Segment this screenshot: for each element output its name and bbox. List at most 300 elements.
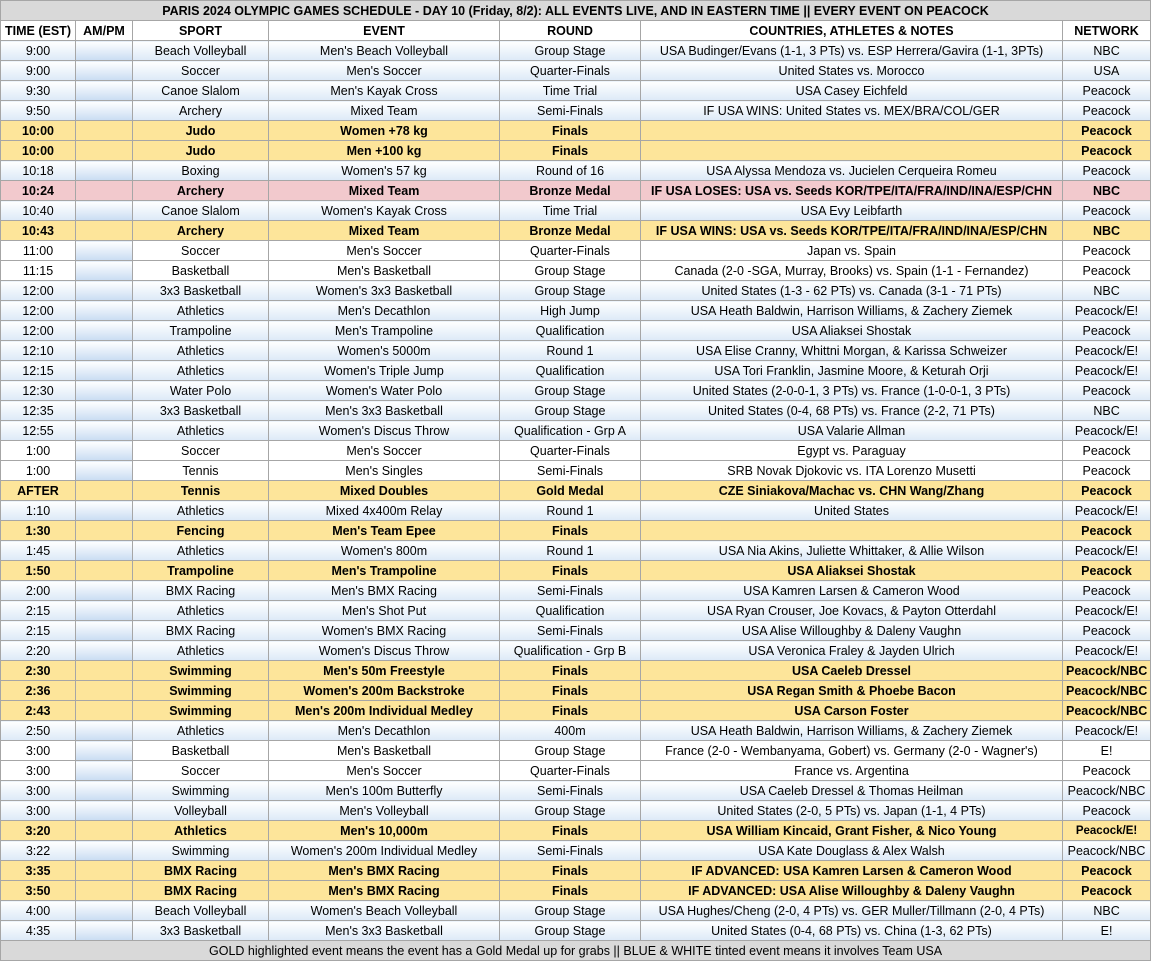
cell-event[interactable]: Men's Soccer [269, 441, 500, 461]
cell-time[interactable]: 10:40 [1, 201, 76, 221]
cell-event[interactable]: Women's 57 kg [269, 161, 500, 181]
cell-round[interactable]: Time Trial [500, 201, 641, 221]
cell-ampm[interactable] [76, 761, 133, 781]
cell-network[interactable]: USA [1063, 61, 1151, 81]
cell-round[interactable]: Semi-Finals [500, 841, 641, 861]
cell-notes[interactable]: IF USA WINS: USA vs. Seeds KOR/TPE/ITA/FRA/IND/INA/ESP/CHN [641, 221, 1063, 241]
cell-notes[interactable]: United States [641, 501, 1063, 521]
cell-event[interactable]: Men's Kayak Cross [269, 81, 500, 101]
cell-notes[interactable]: USA Nia Akins, Juliette Whittaker, & Allie Wilson [641, 541, 1063, 561]
cell-sport[interactable]: Archery [133, 101, 269, 121]
cell-round[interactable]: Qualification - Grp B [500, 641, 641, 661]
cell-network[interactable]: Peacock/E! [1063, 821, 1151, 841]
cell-sport[interactable]: Athletics [133, 421, 269, 441]
cell-ampm[interactable] [76, 141, 133, 161]
cell-notes[interactable]: France vs. Argentina [641, 761, 1063, 781]
cell-sport[interactable]: Swimming [133, 781, 269, 801]
cell-round[interactable]: Group Stage [500, 901, 641, 921]
cell-time[interactable]: 1:00 [1, 441, 76, 461]
cell-notes[interactable]: United States (0-4, 68 PTs) vs. France (2-2, 71 PTs) [641, 401, 1063, 421]
cell-sport[interactable]: Volleyball [133, 801, 269, 821]
cell-round[interactable]: Group Stage [500, 381, 641, 401]
cell-time[interactable]: 12:30 [1, 381, 76, 401]
cell-sport[interactable]: Athletics [133, 721, 269, 741]
cell-event[interactable]: Men's BMX Racing [269, 881, 500, 901]
cell-event[interactable]: Men +100 kg [269, 141, 500, 161]
cell-round[interactable]: Group Stage [500, 801, 641, 821]
cell-time[interactable]: 1:50 [1, 561, 76, 581]
cell-sport[interactable]: Judo [133, 141, 269, 161]
cell-sport[interactable]: Canoe Slalom [133, 201, 269, 221]
cell-round[interactable]: Qualification [500, 601, 641, 621]
cell-network[interactable]: Peacock [1063, 581, 1151, 601]
cell-round[interactable]: Gold Medal [500, 481, 641, 501]
cell-time[interactable]: 3:20 [1, 821, 76, 841]
cell-round[interactable]: Bronze Medal [500, 221, 641, 241]
cell-ampm[interactable] [76, 541, 133, 561]
cell-ampm[interactable] [76, 241, 133, 261]
cell-ampm[interactable] [76, 861, 133, 881]
cell-time[interactable]: 9:50 [1, 101, 76, 121]
cell-round[interactable]: Finals [500, 821, 641, 841]
cell-event[interactable]: Men's Beach Volleyball [269, 41, 500, 61]
cell-network[interactable]: Peacock/NBC [1063, 701, 1151, 721]
cell-event[interactable]: Women's 5000m [269, 341, 500, 361]
cell-round[interactable]: Quarter-Finals [500, 61, 641, 81]
cell-round[interactable]: Finals [500, 881, 641, 901]
cell-round[interactable]: Group Stage [500, 401, 641, 421]
cell-sport[interactable]: Athletics [133, 301, 269, 321]
cell-time[interactable]: 4:35 [1, 921, 76, 941]
cell-network[interactable]: Peacock/NBC [1063, 681, 1151, 701]
cell-time[interactable]: 9:00 [1, 61, 76, 81]
cell-time[interactable]: 2:20 [1, 641, 76, 661]
cell-event[interactable]: Men's 3x3 Basketball [269, 401, 500, 421]
cell-notes[interactable]: USA Caeleb Dressel & Thomas Heilman [641, 781, 1063, 801]
cell-round[interactable]: 400m [500, 721, 641, 741]
cell-ampm[interactable] [76, 561, 133, 581]
cell-round[interactable]: Qualification [500, 361, 641, 381]
cell-time[interactable]: 4:00 [1, 901, 76, 921]
cell-notes[interactable]: USA Casey Eichfeld [641, 81, 1063, 101]
cell-time[interactable]: 2:50 [1, 721, 76, 741]
cell-ampm[interactable] [76, 461, 133, 481]
cell-round[interactable]: Finals [500, 521, 641, 541]
cell-network[interactable]: Peacock [1063, 761, 1151, 781]
cell-notes[interactable]: USA Alise Willoughby & Daleny Vaughn [641, 621, 1063, 641]
cell-ampm[interactable] [76, 321, 133, 341]
cell-event[interactable]: Mixed Team [269, 101, 500, 121]
cell-time[interactable]: 10:24 [1, 181, 76, 201]
cell-ampm[interactable] [76, 881, 133, 901]
cell-ampm[interactable] [76, 481, 133, 501]
cell-notes[interactable]: USA Valarie Allman [641, 421, 1063, 441]
cell-sport[interactable]: Archery [133, 221, 269, 241]
cell-network[interactable]: Peacock/E! [1063, 301, 1151, 321]
cell-event[interactable]: Women's 3x3 Basketball [269, 281, 500, 301]
cell-network[interactable]: Peacock [1063, 141, 1151, 161]
cell-round[interactable]: Semi-Finals [500, 101, 641, 121]
cell-sport[interactable]: Judo [133, 121, 269, 141]
cell-notes[interactable]: USA Heath Baldwin, Harrison Williams, & Zachery Ziemek [641, 301, 1063, 321]
cell-sport[interactable]: Basketball [133, 741, 269, 761]
cell-notes[interactable]: USA Kate Douglass & Alex Walsh [641, 841, 1063, 861]
cell-event[interactable]: Women's BMX Racing [269, 621, 500, 641]
cell-network[interactable]: Peacock/E! [1063, 501, 1151, 521]
cell-network[interactable]: Peacock [1063, 621, 1151, 641]
cell-time[interactable]: 2:43 [1, 701, 76, 721]
cell-network[interactable]: Peacock/NBC [1063, 841, 1151, 861]
cell-event[interactable]: Women's Triple Jump [269, 361, 500, 381]
cell-time[interactable]: 3:35 [1, 861, 76, 881]
cell-round[interactable]: Group Stage [500, 281, 641, 301]
cell-event[interactable]: Women's 200m Backstroke [269, 681, 500, 701]
cell-sport[interactable]: Swimming [133, 701, 269, 721]
cell-notes[interactable] [641, 521, 1063, 541]
cell-sport[interactable]: Canoe Slalom [133, 81, 269, 101]
cell-ampm[interactable] [76, 681, 133, 701]
cell-network[interactable]: Peacock [1063, 521, 1151, 541]
cell-sport[interactable]: Athletics [133, 341, 269, 361]
cell-sport[interactable]: Soccer [133, 441, 269, 461]
cell-time[interactable]: 2:36 [1, 681, 76, 701]
cell-ampm[interactable] [76, 741, 133, 761]
cell-sport[interactable]: Water Polo [133, 381, 269, 401]
cell-time[interactable]: 1:30 [1, 521, 76, 541]
cell-event[interactable]: Men's 10,000m [269, 821, 500, 841]
cell-sport[interactable]: Athletics [133, 601, 269, 621]
cell-notes[interactable]: United States vs. Morocco [641, 61, 1063, 81]
cell-ampm[interactable] [76, 301, 133, 321]
cell-time[interactable]: 3:00 [1, 801, 76, 821]
cell-notes[interactable]: United States (1-3 - 62 PTs) vs. Canada (3-1 - 71 PTs) [641, 281, 1063, 301]
cell-sport[interactable]: 3x3 Basketball [133, 921, 269, 941]
cell-time[interactable]: 3:50 [1, 881, 76, 901]
cell-event[interactable]: Women's Kayak Cross [269, 201, 500, 221]
cell-round[interactable]: Round 1 [500, 501, 641, 521]
cell-time[interactable]: 2:00 [1, 581, 76, 601]
cell-notes[interactable]: United States (2-0-0-1, 3 PTs) vs. France (1-0-0-1, 3 PTs) [641, 381, 1063, 401]
cell-event[interactable]: Women's Beach Volleyball [269, 901, 500, 921]
cell-notes[interactable]: USA Tori Franklin, Jasmine Moore, & Keturah Orji [641, 361, 1063, 381]
cell-network[interactable]: Peacock/E! [1063, 601, 1151, 621]
cell-network[interactable]: Peacock/E! [1063, 541, 1151, 561]
cell-network[interactable]: Peacock [1063, 201, 1151, 221]
cell-event[interactable]: Mixed Team [269, 221, 500, 241]
cell-sport[interactable]: Archery [133, 181, 269, 201]
cell-ampm[interactable] [76, 781, 133, 801]
cell-notes[interactable] [641, 141, 1063, 161]
cell-event[interactable]: Men's Basketball [269, 741, 500, 761]
cell-network[interactable]: Peacock [1063, 241, 1151, 261]
cell-time[interactable]: 3:00 [1, 741, 76, 761]
cell-ampm[interactable] [76, 421, 133, 441]
cell-notes[interactable]: USA Heath Baldwin, Harrison Williams, & Zachery Ziemek [641, 721, 1063, 741]
cell-time[interactable]: 3:22 [1, 841, 76, 861]
cell-round[interactable]: Group Stage [500, 41, 641, 61]
cell-event[interactable]: Men's Soccer [269, 761, 500, 781]
cell-sport[interactable]: BMX Racing [133, 881, 269, 901]
cell-ampm[interactable] [76, 901, 133, 921]
cell-network[interactable]: E! [1063, 921, 1151, 941]
cell-event[interactable]: Men's Singles [269, 461, 500, 481]
header-notes[interactable]: COUNTRIES, ATHLETES & NOTES [641, 21, 1063, 41]
cell-round[interactable]: Finals [500, 861, 641, 881]
cell-event[interactable]: Men's Trampoline [269, 561, 500, 581]
cell-time[interactable]: 10:18 [1, 161, 76, 181]
cell-time[interactable]: 10:00 [1, 141, 76, 161]
cell-ampm[interactable] [76, 81, 133, 101]
cell-ampm[interactable] [76, 641, 133, 661]
cell-round[interactable]: Qualification - Grp A [500, 421, 641, 441]
cell-notes[interactable]: USA Carson Foster [641, 701, 1063, 721]
cell-ampm[interactable] [76, 341, 133, 361]
header-round[interactable]: ROUND [500, 21, 641, 41]
cell-ampm[interactable] [76, 181, 133, 201]
cell-network[interactable]: Peacock [1063, 321, 1151, 341]
cell-sport[interactable]: Swimming [133, 841, 269, 861]
cell-sport[interactable]: Athletics [133, 821, 269, 841]
cell-time[interactable]: 12:55 [1, 421, 76, 441]
cell-round[interactable]: Finals [500, 561, 641, 581]
cell-event[interactable]: Men's Basketball [269, 261, 500, 281]
cell-round[interactable]: Round 1 [500, 541, 641, 561]
cell-event[interactable]: Men's Shot Put [269, 601, 500, 621]
cell-time[interactable]: AFTER [1, 481, 76, 501]
cell-sport[interactable]: Athletics [133, 361, 269, 381]
cell-event[interactable]: Men's Decathlon [269, 301, 500, 321]
cell-time[interactable]: 1:10 [1, 501, 76, 521]
cell-network[interactable]: Peacock [1063, 461, 1151, 481]
cell-sport[interactable]: Athletics [133, 541, 269, 561]
cell-round[interactable]: Time Trial [500, 81, 641, 101]
cell-network[interactable]: NBC [1063, 401, 1151, 421]
cell-ampm[interactable] [76, 661, 133, 681]
cell-time[interactable]: 12:10 [1, 341, 76, 361]
cell-network[interactable]: Peacock/NBC [1063, 781, 1151, 801]
cell-time[interactable]: 1:45 [1, 541, 76, 561]
cell-sport[interactable]: Trampoline [133, 321, 269, 341]
cell-ampm[interactable] [76, 41, 133, 61]
cell-event[interactable]: Women's Discus Throw [269, 421, 500, 441]
cell-event[interactable]: Men's BMX Racing [269, 581, 500, 601]
cell-network[interactable]: Peacock [1063, 561, 1151, 581]
cell-ampm[interactable] [76, 361, 133, 381]
cell-ampm[interactable] [76, 701, 133, 721]
cell-network[interactable]: Peacock [1063, 81, 1151, 101]
cell-ampm[interactable] [76, 841, 133, 861]
cell-time[interactable]: 2:15 [1, 621, 76, 641]
cell-round[interactable]: Qualification [500, 321, 641, 341]
cell-ampm[interactable] [76, 601, 133, 621]
cell-notes[interactable]: SRB Novak Djokovic vs. ITA Lorenzo Musetti [641, 461, 1063, 481]
cell-round[interactable]: Finals [500, 121, 641, 141]
cell-round[interactable]: Finals [500, 681, 641, 701]
cell-sport[interactable]: Tennis [133, 481, 269, 501]
cell-ampm[interactable] [76, 381, 133, 401]
cell-ampm[interactable] [76, 821, 133, 841]
cell-event[interactable]: Men's 3x3 Basketball [269, 921, 500, 941]
cell-notes[interactable]: IF ADVANCED: USA Alise Willoughby & Daleny Vaughn [641, 881, 1063, 901]
cell-time[interactable]: 1:00 [1, 461, 76, 481]
cell-event[interactable]: Women's Water Polo [269, 381, 500, 401]
cell-notes[interactable]: Canada (2-0 -SGA, Murray, Brooks) vs. Spain (1-1 - Fernandez) [641, 261, 1063, 281]
cell-event[interactable]: Mixed Team [269, 181, 500, 201]
cell-notes[interactable] [641, 121, 1063, 141]
cell-round[interactable]: Semi-Finals [500, 581, 641, 601]
cell-sport[interactable]: Trampoline [133, 561, 269, 581]
cell-time[interactable]: 10:00 [1, 121, 76, 141]
cell-notes[interactable]: USA Caeleb Dressel [641, 661, 1063, 681]
cell-network[interactable]: Peacock [1063, 381, 1151, 401]
cell-ampm[interactable] [76, 441, 133, 461]
cell-round[interactable]: Round 1 [500, 341, 641, 361]
cell-network[interactable]: Peacock [1063, 481, 1151, 501]
cell-round[interactable]: Group Stage [500, 741, 641, 761]
cell-time[interactable]: 3:00 [1, 781, 76, 801]
cell-sport[interactable]: Swimming [133, 661, 269, 681]
cell-ampm[interactable] [76, 121, 133, 141]
cell-network[interactable]: NBC [1063, 41, 1151, 61]
cell-ampm[interactable] [76, 401, 133, 421]
cell-network[interactable]: Peacock [1063, 881, 1151, 901]
cell-sport[interactable]: Fencing [133, 521, 269, 541]
header-ampm[interactable]: AM/PM [76, 21, 133, 41]
cell-network[interactable]: Peacock/NBC [1063, 661, 1151, 681]
cell-ampm[interactable] [76, 581, 133, 601]
cell-notes[interactable]: United States (0-4, 68 PTs) vs. China (1-3, 62 PTs) [641, 921, 1063, 941]
cell-event[interactable]: Mixed 4x400m Relay [269, 501, 500, 521]
cell-network[interactable]: Peacock [1063, 121, 1151, 141]
cell-notes[interactable]: Japan vs. Spain [641, 241, 1063, 261]
cell-time[interactable]: 9:30 [1, 81, 76, 101]
cell-notes[interactable]: IF USA WINS: United States vs. MEX/BRA/COL/GER [641, 101, 1063, 121]
cell-network[interactable]: NBC [1063, 181, 1151, 201]
cell-ampm[interactable] [76, 261, 133, 281]
cell-event[interactable]: Men's Team Epee [269, 521, 500, 541]
cell-sport[interactable]: Soccer [133, 241, 269, 261]
header-event[interactable]: EVENT [269, 21, 500, 41]
cell-notes[interactable]: France (2-0 - Wembanyama, Gobert) vs. Germany (2-0 - Wagner's) [641, 741, 1063, 761]
cell-network[interactable]: Peacock/E! [1063, 641, 1151, 661]
cell-sport[interactable]: Swimming [133, 681, 269, 701]
cell-sport[interactable]: Soccer [133, 61, 269, 81]
cell-event[interactable]: Men's Decathlon [269, 721, 500, 741]
cell-sport[interactable]: 3x3 Basketball [133, 401, 269, 421]
cell-network[interactable]: NBC [1063, 281, 1151, 301]
cell-network[interactable]: Peacock/E! [1063, 341, 1151, 361]
cell-round[interactable]: Group Stage [500, 921, 641, 941]
header-sport[interactable]: SPORT [133, 21, 269, 41]
cell-event[interactable]: Women's Discus Throw [269, 641, 500, 661]
cell-time[interactable]: 10:43 [1, 221, 76, 241]
cell-event[interactable]: Men's Volleyball [269, 801, 500, 821]
cell-notes[interactable]: CZE Siniakova/Machac vs. CHN Wang/Zhang [641, 481, 1063, 501]
cell-ampm[interactable] [76, 161, 133, 181]
cell-event[interactable]: Men's 100m Butterfly [269, 781, 500, 801]
cell-time[interactable]: 2:15 [1, 601, 76, 621]
cell-time[interactable]: 11:15 [1, 261, 76, 281]
cell-network[interactable]: NBC [1063, 901, 1151, 921]
cell-sport[interactable]: Beach Volleyball [133, 41, 269, 61]
cell-round[interactable]: Semi-Finals [500, 621, 641, 641]
cell-network[interactable]: Peacock [1063, 861, 1151, 881]
cell-notes[interactable]: USA Veronica Fraley & Jayden Ulrich [641, 641, 1063, 661]
cell-sport[interactable]: BMX Racing [133, 861, 269, 881]
cell-time[interactable]: 12:00 [1, 281, 76, 301]
cell-ampm[interactable] [76, 61, 133, 81]
cell-notes[interactable]: USA Budinger/Evans (1-1, 3 PTs) vs. ESP Herrera/Gavira (1-1, 3PTs) [641, 41, 1063, 61]
cell-notes[interactable]: USA Evy Leibfarth [641, 201, 1063, 221]
cell-sport[interactable]: Beach Volleyball [133, 901, 269, 921]
cell-sport[interactable]: 3x3 Basketball [133, 281, 269, 301]
cell-sport[interactable]: BMX Racing [133, 621, 269, 641]
cell-notes[interactable]: USA Hughes/Cheng (2-0, 4 PTs) vs. GER Muller/Tillmann (2-0, 4 PTs) [641, 901, 1063, 921]
cell-notes[interactable]: USA Aliaksei Shostak [641, 561, 1063, 581]
cell-event[interactable]: Men's Soccer [269, 241, 500, 261]
cell-round[interactable]: Quarter-Finals [500, 761, 641, 781]
cell-network[interactable]: NBC [1063, 221, 1151, 241]
cell-ampm[interactable] [76, 201, 133, 221]
cell-round[interactable]: Finals [500, 701, 641, 721]
cell-sport[interactable]: Basketball [133, 261, 269, 281]
cell-round[interactable]: Quarter-Finals [500, 241, 641, 261]
cell-notes[interactable]: USA William Kincaid, Grant Fisher, & Nico Young [641, 821, 1063, 841]
cell-notes[interactable]: USA Alyssa Mendoza vs. Jucielen Cerqueira Romeu [641, 161, 1063, 181]
cell-sport[interactable]: Boxing [133, 161, 269, 181]
cell-event[interactable]: Men's 200m Individual Medley [269, 701, 500, 721]
cell-notes[interactable]: USA Regan Smith & Phoebe Bacon [641, 681, 1063, 701]
cell-round[interactable]: Finals [500, 141, 641, 161]
cell-ampm[interactable] [76, 221, 133, 241]
cell-ampm[interactable] [76, 101, 133, 121]
cell-notes[interactable]: USA Aliaksei Shostak [641, 321, 1063, 341]
cell-time[interactable]: 2:30 [1, 661, 76, 681]
cell-network[interactable]: E! [1063, 741, 1151, 761]
cell-event[interactable]: Men's BMX Racing [269, 861, 500, 881]
cell-network[interactable]: Peacock/E! [1063, 421, 1151, 441]
cell-event[interactable]: Men's 50m Freestyle [269, 661, 500, 681]
cell-event[interactable]: Women's 800m [269, 541, 500, 561]
cell-network[interactable]: Peacock [1063, 441, 1151, 461]
cell-sport[interactable]: Athletics [133, 501, 269, 521]
cell-sport[interactable]: Athletics [133, 641, 269, 661]
cell-ampm[interactable] [76, 921, 133, 941]
cell-round[interactable]: Semi-Finals [500, 461, 641, 481]
cell-event[interactable]: Mixed Doubles [269, 481, 500, 501]
header-time[interactable]: TIME (EST) [1, 21, 76, 41]
cell-event[interactable]: Men's Trampoline [269, 321, 500, 341]
cell-network[interactable]: Peacock [1063, 801, 1151, 821]
cell-ampm[interactable] [76, 281, 133, 301]
cell-notes[interactable]: United States (2-0, 5 PTs) vs. Japan (1-1, 4 PTs) [641, 801, 1063, 821]
cell-round[interactable]: Group Stage [500, 261, 641, 281]
cell-round[interactable]: Bronze Medal [500, 181, 641, 201]
cell-network[interactable]: Peacock/E! [1063, 361, 1151, 381]
cell-ampm[interactable] [76, 621, 133, 641]
cell-notes[interactable]: USA Ryan Crouser, Joe Kovacs, & Payton Otterdahl [641, 601, 1063, 621]
cell-ampm[interactable] [76, 721, 133, 741]
header-network[interactable]: NETWORK [1063, 21, 1151, 41]
cell-notes[interactable]: USA Kamren Larsen & Cameron Wood [641, 581, 1063, 601]
cell-time[interactable]: 9:00 [1, 41, 76, 61]
cell-ampm[interactable] [76, 501, 133, 521]
cell-sport[interactable]: Soccer [133, 761, 269, 781]
cell-network[interactable]: Peacock [1063, 261, 1151, 281]
cell-ampm[interactable] [76, 801, 133, 821]
cell-event[interactable]: Men's Soccer [269, 61, 500, 81]
cell-time[interactable]: 3:00 [1, 761, 76, 781]
